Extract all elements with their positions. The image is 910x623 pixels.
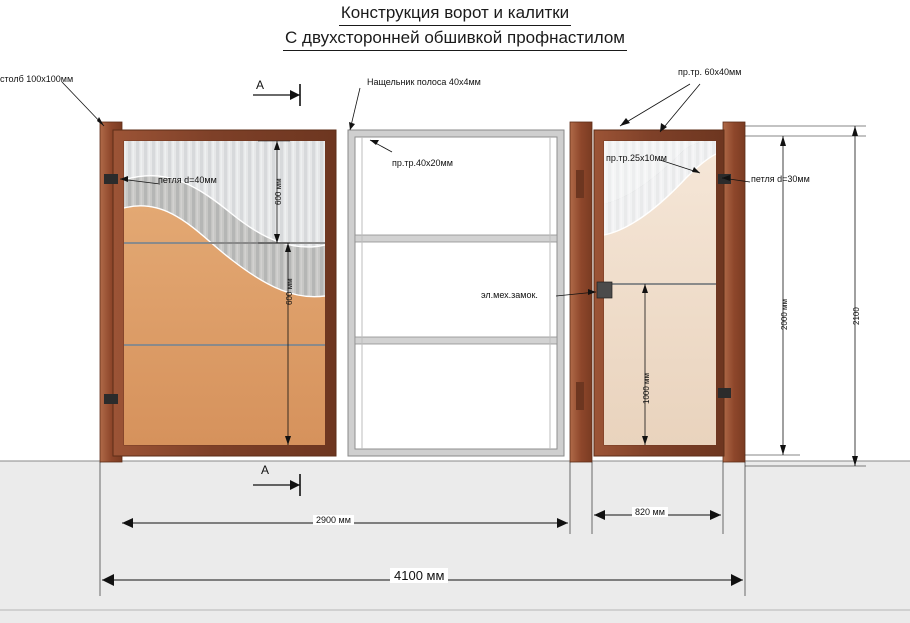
section-mark-a-top: A xyxy=(256,78,265,92)
dim-600-lower: 600 мм xyxy=(285,278,294,305)
dim-4100: 4100 мм xyxy=(390,568,448,583)
label-tube-60x40: пр.тр. 60x40мм xyxy=(678,67,742,77)
dim-2100: 2100 xyxy=(852,307,861,325)
dim-2900: 2900 мм xyxy=(313,515,354,525)
label-strip: Нащельник полоса 40x4мм xyxy=(367,77,481,87)
section-mark-a-bottom: A xyxy=(261,463,270,477)
dim-600-upper: 600 мм xyxy=(274,178,283,205)
label-hinge-40: петля d=40мм xyxy=(158,175,217,185)
dim-2000: 2000 мм xyxy=(780,298,789,330)
title-line-2: С двухсторонней обшивкой профнастилом xyxy=(283,27,627,51)
label-post: столб 100x100мм xyxy=(0,74,74,84)
dim-1000-wicket: 1000 мм xyxy=(642,372,651,404)
label-hinge-30: петля d=30мм xyxy=(751,174,810,184)
label-tube-25x10: пр.тр.25x10мм xyxy=(606,153,667,163)
label-tube-40x20: пр.тр.40x20мм xyxy=(392,158,453,168)
title-line-1: Конструкция ворот и калитки xyxy=(339,2,571,26)
dim-820: 820 мм xyxy=(632,507,668,517)
label-lock: эл.мех.замок. xyxy=(481,290,538,300)
